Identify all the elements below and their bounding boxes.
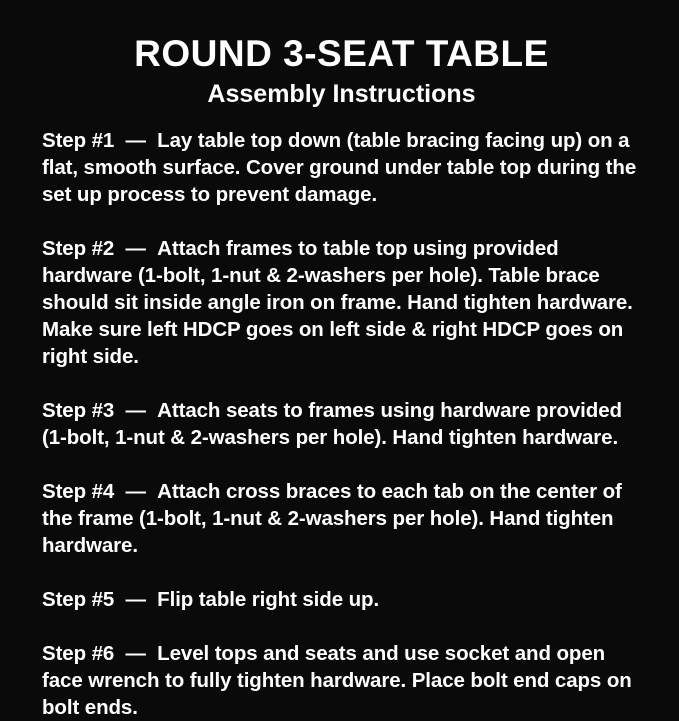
em-dash: —: [125, 128, 146, 152]
step-6-text: Level tops and seats and use socket and open face wrench to fully tighten hardware. Place bolt end caps on bolt ends.: [42, 642, 632, 720]
page-subtitle: Assembly Instructions: [207, 79, 476, 108]
step-2-text: Attach frames to table top using provided hardware (1-bolt, 1-nut & 2-washers per hole). Table brace should sit inside angle iron on frame. Hand tighten hardware. Make sure left HDCP goes on left side & right HDCP goes on right side.: [42, 236, 633, 369]
step-4: [42, 478, 641, 559]
em-dash: —: [125, 236, 146, 260]
step-4-label: Step #4: [42, 480, 115, 504]
step-3: [42, 397, 641, 451]
step-3-text: Attach seats to frames using hardware provided (1-bolt, 1-nut & 2-washers per hole). Hand tighten hardware.: [42, 399, 622, 450]
em-dash: —: [125, 480, 146, 504]
step-1: [42, 127, 641, 208]
step-2: [42, 235, 641, 370]
em-dash: —: [125, 588, 146, 612]
em-dash: —: [125, 399, 146, 423]
step-6: [42, 640, 641, 721]
step-5: [42, 586, 641, 613]
step-3-label: Step #3: [42, 399, 115, 423]
step-5-label: Step #5: [42, 588, 115, 612]
step-4-text: Attach cross braces to each tab on the center of the frame (1-bolt, 1-nut & 2-washers per hole). Hand tighten hardware.: [42, 480, 622, 558]
step-6-label: Step #6: [42, 642, 115, 666]
header: [42, 34, 641, 109]
em-dash: —: [125, 642, 146, 666]
step-2-label: Step #2: [42, 236, 115, 260]
page-title: ROUND 3-SEAT TABLE: [134, 33, 549, 74]
step-5-text: Flip table right side up.: [157, 588, 380, 612]
step-1-text: Lay table top down (table bracing facing up) on a flat, smooth surface. Cover ground under table top during the set up process to prevent damage.: [42, 128, 637, 206]
step-1-label: Step #1: [42, 128, 115, 152]
